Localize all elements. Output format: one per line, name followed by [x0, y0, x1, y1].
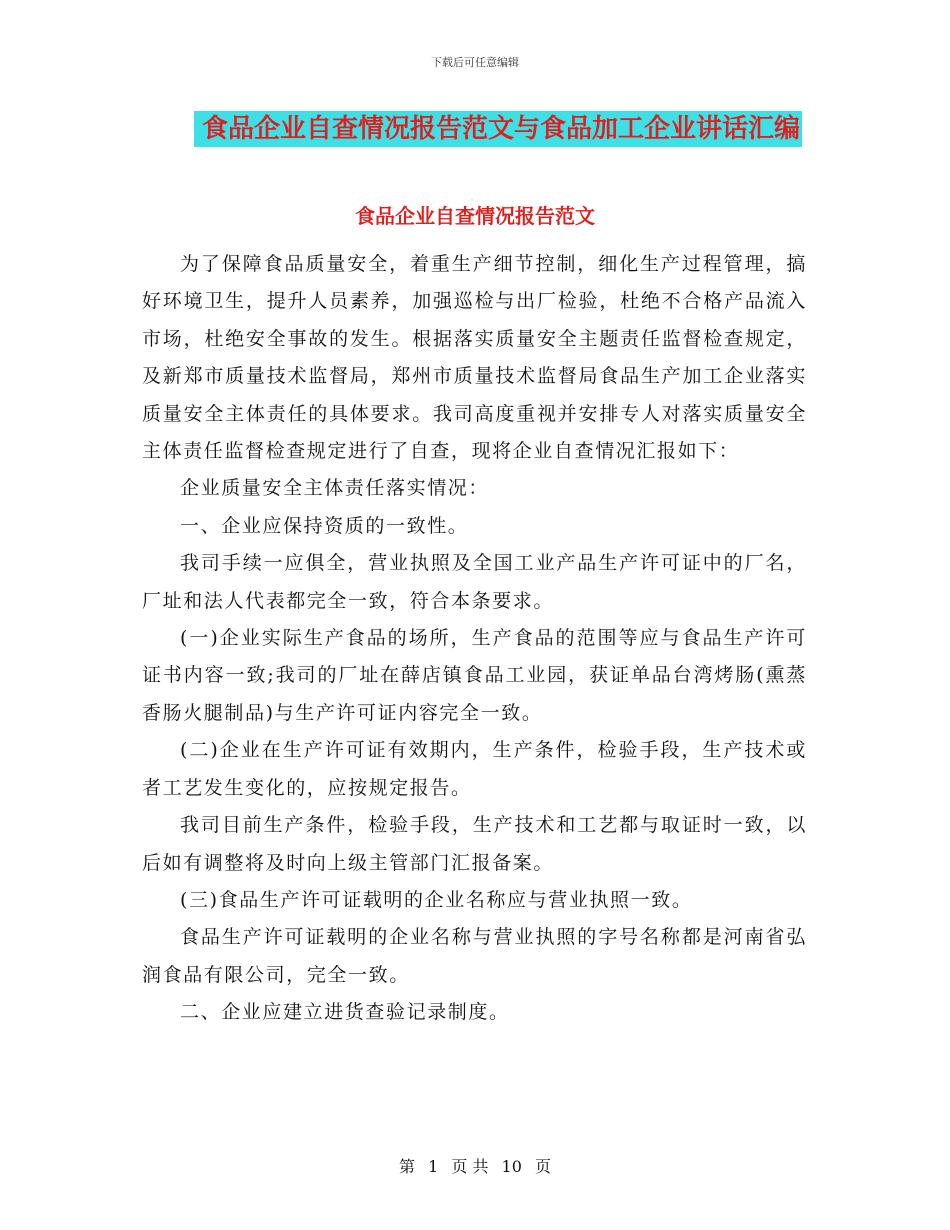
page-footer	[0, 1154, 950, 1177]
main-title: 食品企业自查情况报告范文与食品加工企业讲话汇编	[194, 111, 802, 147]
paragraph: 我司手续一应俱全，营业执照及全国工业产品生产许可证中的厂名，厂址和法人代表都完全一致，符合本条要求。	[142, 552, 807, 612]
main-title-container	[0, 111, 950, 147]
footer-prefix: 第	[398, 1157, 415, 1176]
total-page-count: 10	[501, 1157, 522, 1176]
header-note: 下载后可任意编辑	[431, 56, 519, 69]
paragraph: 为了保障食品质量安全，着重生产细节控制，细化生产过程管理，搞好环境卫生，提升人员素养，加强巡检与出厂检验，杜绝不合格产品流入市场，杜绝安全事故的发生。根据落实质量安全主题责任监督检查规定，及新郑市质量技术监督局，郑州市质量技术监督局食品生产加工企业落实质量安全主体责任的具体要求。我司高度重视并安排专人对落实质量安全主体责任监督检查规定进行了自查，现将企业自查情况汇报如下：	[142, 253, 807, 463]
document-body	[142, 246, 807, 1032]
paragraph: 企业质量安全主体责任落实情况：	[180, 477, 490, 500]
footer-suffix: 页	[535, 1157, 552, 1176]
section-title: 食品企业自查情况报告范文	[355, 204, 595, 228]
paragraph: (三)食品生产许可证载明的企业名称应与营业执照一致。	[180, 888, 693, 911]
paragraph: 一、企业应保持资质的一致性。	[180, 514, 469, 537]
footer-middle: 页 共	[451, 1157, 489, 1176]
current-page-number: 1	[428, 1157, 439, 1176]
paragraph: 我司目前生产条件，检验手段，生产技术和工艺都与取证时一致，以后如有调整将及时向上级主管部门汇报备案。	[142, 814, 807, 874]
paragraph: 二、企业应建立进货查验记录制度。	[180, 1001, 510, 1024]
paragraph: (一)企业实际生产食品的场所，生产食品的范围等应与食品生产许可证书内容一致;我司的厂址在薛店镇食品工业园，获证单品台湾烤肠(熏蒸香肠火腿制品)与生产许可证内容完全一致。	[142, 627, 807, 724]
paragraph: (二)企业在生产许可证有效期内，生产条件，检验手段，生产技术或者工艺发生变化的，应按规定报告。	[142, 739, 807, 799]
paragraph: 食品生产许可证载明的企业名称与营业执照的字号名称都是河南省弘润食品有限公司，完全一致。	[142, 926, 807, 986]
